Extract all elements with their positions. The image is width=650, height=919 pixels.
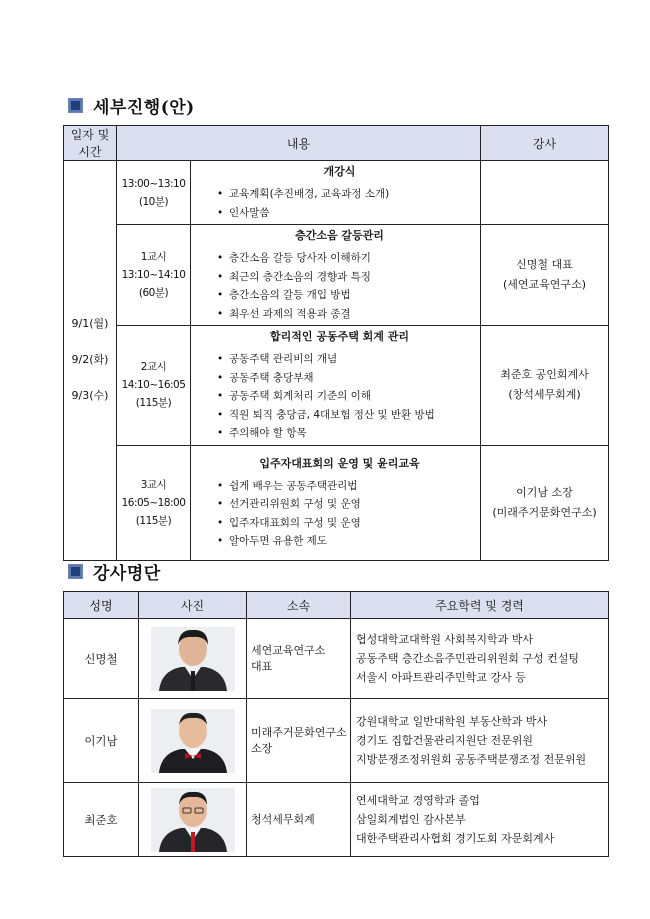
career-line: 서울시 아파트관리주민학교 강사 등	[356, 671, 526, 684]
position-text: 소장	[251, 741, 273, 755]
period-text: 2교시	[140, 361, 167, 374]
instructor-name: 이기남	[64, 699, 139, 783]
speaker-cell	[481, 225, 609, 326]
list-item: • 직원 퇴직 충당금, 4대보험 정산 및 반환 방법	[219, 406, 474, 425]
content-cell	[191, 161, 481, 225]
speaker-cell	[481, 161, 609, 225]
duration-text: (10분)	[138, 195, 169, 208]
duration-text: (60분)	[138, 287, 169, 299]
time-cell	[117, 445, 191, 560]
date-label: 9/1(월)	[71, 317, 109, 331]
header-date: 일자 및 시간	[64, 126, 117, 161]
position-text: 대표	[251, 659, 273, 673]
session-title: 개강식	[323, 165, 356, 178]
list-item: • 교육계획(추진배경, 교육과정 소개)	[219, 185, 474, 204]
section-title-schedule	[68, 93, 195, 118]
speaker-affiliation: (창석세무회계)	[508, 388, 581, 402]
header-content: 내용	[117, 126, 481, 161]
speaker-cell	[481, 445, 609, 560]
affiliation-text: 세연교육연구소	[251, 643, 326, 657]
table-row	[64, 326, 609, 446]
career-line: 공동주택 층간소음주민관리위원회 구성 컨설팅	[356, 652, 580, 665]
speaker-name: 이기남 소장	[516, 485, 573, 499]
list-item: • 인사말씀	[219, 204, 474, 223]
header-speaker: 강사	[481, 126, 609, 161]
content-cell	[191, 225, 481, 326]
affiliation-cell	[247, 699, 351, 783]
time-cell	[117, 225, 191, 326]
affiliation-cell	[247, 619, 351, 699]
speaker-name: 최준호 공인회계사	[500, 368, 589, 382]
content-cell	[191, 445, 481, 560]
list-item: • 선거관리위원회 구성 및 운영	[219, 495, 474, 514]
header-career: 주요학력 및 경력	[351, 592, 609, 619]
time-text: 16:05~18:00	[121, 496, 186, 509]
career-line: 연세대학교 경영학과 졸업	[356, 794, 480, 807]
instructor-photo	[151, 788, 235, 852]
career-cell	[351, 699, 609, 783]
photo-cell	[139, 783, 247, 857]
career-line: 지방분쟁조정위원회 공동주택분쟁조정 전문위원	[356, 753, 587, 766]
table-header-row	[64, 592, 609, 619]
header-photo: 사진	[139, 592, 247, 619]
instructor-photo	[151, 627, 235, 691]
instructor-photo	[151, 709, 235, 773]
affiliation-text: 미래주거문화연구소	[251, 725, 347, 739]
header-affiliation: 소속	[247, 592, 351, 619]
section-title-text: 강사명단	[93, 564, 161, 584]
affiliation-cell	[247, 783, 351, 857]
affiliation-text: 청석세무회계	[251, 812, 315, 826]
list-item: • 층간소음의 갈등 개입 방법	[219, 286, 474, 305]
table-row	[64, 699, 609, 783]
content-cell	[191, 326, 481, 446]
section-title-instructors	[68, 559, 161, 584]
period-text: 1교시	[140, 251, 167, 263]
table-row	[64, 161, 609, 225]
tie-shape	[191, 832, 195, 852]
photo-cell	[139, 699, 247, 783]
table-row	[64, 783, 609, 857]
time-text: 13:10~14:10	[121, 269, 186, 281]
section-title-text: 세부진행(안)	[93, 98, 195, 118]
list-item: • 공동주택 관리비의 개념	[219, 350, 474, 369]
square-bullet-icon	[68, 98, 83, 113]
career-cell	[351, 619, 609, 699]
date-label: 9/2(화)	[71, 353, 109, 367]
list-item: • 알아두면 유용한 제도	[219, 532, 474, 551]
table-row	[64, 225, 609, 326]
period-text: 3교시	[140, 478, 167, 491]
career-line: 협성대학교대학원 사회복지학과 박사	[356, 633, 534, 646]
date-label: 9/3(수)	[71, 389, 109, 403]
career-cell	[351, 783, 609, 857]
list-item: • 층간소음 갈등 당사자 이해하기	[219, 249, 474, 268]
date-cell	[64, 161, 117, 561]
list-item: • 주의해야 할 항목	[219, 424, 474, 443]
duration-text: (115분)	[135, 514, 172, 527]
tie-shape	[191, 671, 195, 691]
career-line: 삼일회계법인 감사본부	[356, 813, 466, 826]
list-item: • 쉽게 배우는 공동주택관리법	[219, 477, 474, 496]
list-item: • 공동주택 충당부채	[219, 369, 474, 388]
list-item: • 입주자대표회의 구성 및 운영	[219, 514, 474, 533]
session-title: 합리적인 공동주택 회계 관리	[270, 330, 409, 343]
list-item: • 최근의 층간소음의 경향과 특징	[219, 268, 474, 287]
instructor-name: 신명철	[64, 619, 139, 699]
career-line: 대한주택관리사협회 경기도회 자문회계사	[356, 832, 555, 845]
schedule-table	[63, 125, 609, 561]
time-text: 14:10~16:05	[121, 379, 186, 392]
speaker-name: 신명철 대표	[516, 258, 573, 271]
table-row	[64, 445, 609, 560]
table-header-row	[64, 126, 609, 161]
instructor-name: 최준호	[64, 783, 139, 857]
photo-cell	[139, 619, 247, 699]
square-bullet-icon	[68, 564, 83, 579]
career-line: 경기도 집합건물관리지원단 전문위원	[356, 734, 534, 747]
list-item: • 공동주택 회계처리 기준의 이해	[219, 387, 474, 406]
speaker-affiliation: (세연교육연구소)	[503, 278, 586, 291]
session-title: 입주자대표회의 운영 및 윤리교육	[259, 456, 420, 470]
time-text: 13:00~13:10	[121, 177, 186, 190]
time-cell	[117, 161, 191, 225]
table-row	[64, 619, 609, 699]
time-cell	[117, 326, 191, 446]
session-title: 층간소음 갈등관리	[295, 229, 384, 242]
list-item: • 최우선 과제의 적용과 종결	[219, 305, 474, 324]
header-name: 성명	[64, 592, 139, 619]
duration-text: (115분)	[135, 397, 172, 410]
speaker-cell	[481, 326, 609, 446]
career-line: 강원대학교 일반대학원 부동산학과 박사	[356, 715, 548, 728]
speaker-affiliation: (미래주거문화연구소)	[492, 505, 597, 519]
instructor-table	[63, 591, 609, 857]
